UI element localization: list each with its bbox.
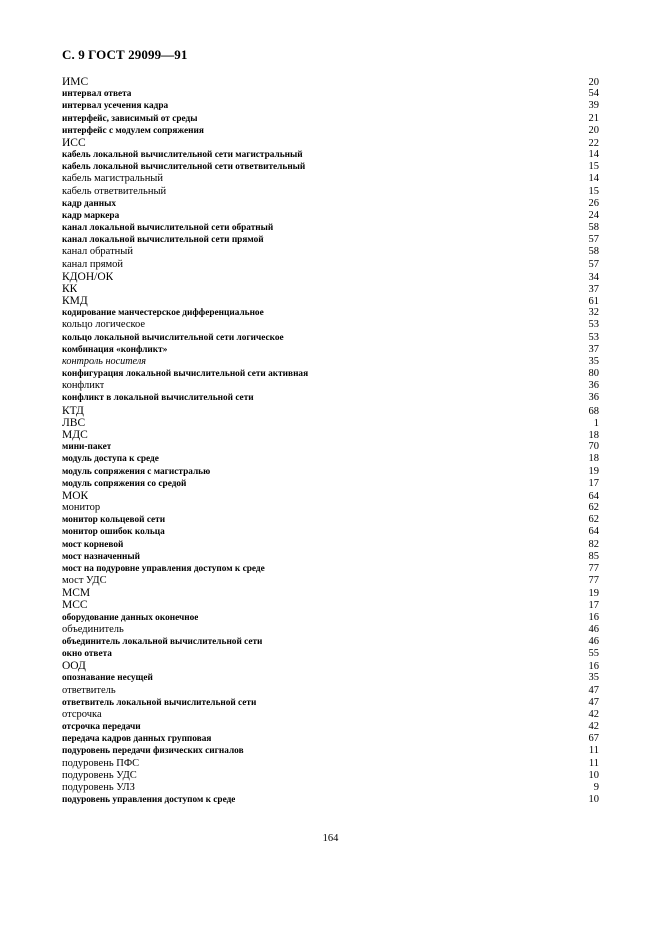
index-page-ref: 85 xyxy=(588,550,599,562)
page-header: С. 9 ГОСТ 29099—91 xyxy=(62,47,188,62)
index-page-ref: 61 xyxy=(588,296,599,308)
index-entry xyxy=(62,125,599,137)
index-entry xyxy=(62,186,599,198)
index-term: подуровень УЛЗ xyxy=(62,781,135,793)
index-entry xyxy=(62,648,599,660)
index-page-ref: 62 xyxy=(588,514,599,526)
index-entry xyxy=(62,161,599,173)
index-term: КМД xyxy=(62,295,88,308)
index-term: ЛВС xyxy=(62,416,86,429)
index-page-ref: 14 xyxy=(588,173,599,185)
index-page-ref: 19 xyxy=(588,588,599,600)
index-term: ответвитель xyxy=(62,684,116,696)
index-entry xyxy=(62,429,599,441)
index-entry xyxy=(62,246,599,258)
index-term: конфигурация локальной вычислительной сети активная xyxy=(62,369,309,380)
index-term: опознавание несущей xyxy=(62,673,153,684)
index-page-ref: 39 xyxy=(588,100,599,112)
index-entry xyxy=(62,88,599,100)
index-entry xyxy=(62,356,599,368)
index-entry xyxy=(62,76,599,88)
index-page-ref: 64 xyxy=(588,490,599,502)
index-term: КК xyxy=(62,282,78,295)
index-entry xyxy=(62,709,599,721)
index-entry xyxy=(62,563,599,575)
index-entry xyxy=(62,697,599,709)
index-term: монитор ошибок кольца xyxy=(62,527,165,538)
index-term: МОК xyxy=(62,489,89,502)
index-page-ref: 21 xyxy=(588,112,599,124)
index-entry xyxy=(62,782,599,794)
index-entry xyxy=(62,392,599,404)
index-term: конфликт xyxy=(62,380,105,392)
index-term: окно ответа xyxy=(62,649,112,660)
index-entry xyxy=(62,758,599,770)
index-entry xyxy=(62,551,599,563)
index-page-ref: 11 xyxy=(588,757,599,769)
index-term: КДОН/ОК xyxy=(62,270,114,283)
index-term: контроль носителя xyxy=(62,355,147,367)
index-entry xyxy=(62,222,599,234)
index-term: модуль сопряжения с магистралью xyxy=(62,466,211,477)
index-entry xyxy=(62,624,599,636)
index-page-ref: 62 xyxy=(588,502,599,514)
index-term: интерфейс с модулем сопряжения xyxy=(62,125,204,136)
index-page-ref: 14 xyxy=(588,149,599,161)
index-page-ref: 42 xyxy=(588,708,599,720)
index-page-ref: 77 xyxy=(588,575,599,587)
index-entry xyxy=(62,210,599,222)
index-entry xyxy=(62,234,599,246)
index-entry xyxy=(62,745,599,757)
index-term: монитор xyxy=(62,502,101,514)
index-page-ref: 18 xyxy=(588,429,599,441)
index-term: кабель локальной вычислительной сети ответвительный xyxy=(62,162,306,173)
index-page-ref: 36 xyxy=(588,380,599,392)
index-page-ref: 15 xyxy=(588,185,599,197)
index-term: подуровень ПФС xyxy=(62,757,140,769)
index-page-ref: 24 xyxy=(588,209,599,221)
index-entry xyxy=(62,599,599,611)
index-entry xyxy=(62,319,599,331)
index-entry xyxy=(62,685,599,697)
index-page-ref: 46 xyxy=(588,623,599,635)
index-entry xyxy=(62,283,599,295)
index-term: кабель магистральный xyxy=(62,173,163,185)
index-page-ref: 17 xyxy=(588,600,599,612)
index-term: кабель локальной вычислительной сети магистральный xyxy=(62,150,303,161)
index-term: мини-пакет xyxy=(62,442,112,453)
index-term: МДС xyxy=(62,428,88,441)
index-term: мост УДС xyxy=(62,575,107,587)
index-term: ИСС xyxy=(62,136,86,149)
index-page-ref: 54 xyxy=(588,88,599,100)
index-entry xyxy=(62,526,599,538)
index-term: кадр данных xyxy=(62,198,117,209)
index-term: ООД xyxy=(62,660,86,673)
index-page-ref: 35 xyxy=(588,672,599,684)
index-entry xyxy=(62,770,599,782)
page-number: 164 xyxy=(322,833,339,844)
index-term: канал локальной вычислительной сети обратный xyxy=(62,223,274,234)
index-term: монитор кольцевой сети xyxy=(62,515,166,526)
index-term: МСС xyxy=(62,599,88,612)
index-term: кольцо логическое xyxy=(62,319,146,331)
index-term: МСМ xyxy=(62,587,91,600)
index-term: конфликт в локальной вычислительной сети xyxy=(62,393,254,404)
index-page-ref: 58 xyxy=(588,246,599,258)
index-entry xyxy=(62,380,599,392)
index-entry xyxy=(62,478,599,490)
index-page-ref: 47 xyxy=(588,696,599,708)
index-page-ref: 19 xyxy=(588,465,599,477)
index-page-ref: 68 xyxy=(588,405,599,417)
index-entry xyxy=(62,672,599,684)
index-entry xyxy=(62,368,599,380)
index-term: модуль доступа к среде xyxy=(62,454,159,465)
index-term: КТД xyxy=(62,404,84,417)
index-entry xyxy=(62,539,599,551)
index-page-ref: 53 xyxy=(588,331,599,343)
index-page-ref: 16 xyxy=(588,661,599,673)
index-term: канал прямой xyxy=(62,258,124,270)
index-term: модуль сопряжения со средой xyxy=(62,478,187,489)
index-entry xyxy=(62,453,599,465)
index-page-ref: 22 xyxy=(588,137,599,149)
index-entry xyxy=(62,405,599,417)
index-entry xyxy=(62,113,599,125)
index-term: мост на подуровне управления доступом к среде xyxy=(62,563,265,574)
index-entry xyxy=(62,575,599,587)
index-page-ref: 77 xyxy=(588,562,599,574)
index-page-ref: 20 xyxy=(588,124,599,136)
index-term: подуровень управления доступом к среде xyxy=(62,795,236,806)
index-page-ref: 55 xyxy=(588,648,599,660)
index-term: интервал ответа xyxy=(62,89,132,100)
index-page-ref: 10 xyxy=(588,794,599,806)
index-entry xyxy=(62,137,599,149)
index-page-ref: 37 xyxy=(588,283,599,295)
index-term: отсрочка передачи xyxy=(62,722,141,733)
index-term: ответвитель локальной вычислительной сети xyxy=(62,697,257,708)
index-page-ref: 20 xyxy=(588,77,599,88)
index-entry xyxy=(62,587,599,599)
index-term: интерфейс, зависимый от среды xyxy=(62,113,198,124)
index-term: объединитель xyxy=(62,623,124,635)
index-page-ref: 16 xyxy=(588,611,599,623)
index-entry xyxy=(62,612,599,624)
index-page-ref: 37 xyxy=(588,343,599,355)
index-entry xyxy=(62,441,599,453)
index-term: канал локальной вычислительной сети прямой xyxy=(62,235,264,246)
index-page-ref: 53 xyxy=(588,319,599,331)
index-page-ref: 10 xyxy=(588,769,599,781)
index-page-ref: 11 xyxy=(588,745,599,757)
index-entry xyxy=(62,259,599,271)
index-page-ref: 70 xyxy=(588,441,599,453)
index-entry xyxy=(62,490,599,502)
index-term: кадр маркера xyxy=(62,210,120,221)
index-entry xyxy=(62,466,599,478)
index-page-ref: 17 xyxy=(588,477,599,489)
index-entry xyxy=(62,198,599,210)
index-term: интервал усечения кадра xyxy=(62,101,169,112)
index-page-ref: 46 xyxy=(588,635,599,647)
index-page-ref: 57 xyxy=(588,258,599,270)
index-page-ref: 26 xyxy=(588,197,599,209)
index-page-ref: 36 xyxy=(588,392,599,404)
index-term: оборудование данных оконечное xyxy=(62,612,199,623)
index-page-ref: 18 xyxy=(588,453,599,465)
index-entry xyxy=(62,721,599,733)
index-page-ref: 57 xyxy=(588,234,599,246)
index-page-ref: 47 xyxy=(588,684,599,696)
index-entry xyxy=(62,307,599,319)
index-term: подуровень передачи физических сигналов xyxy=(62,746,244,757)
index-page-ref: 67 xyxy=(588,733,599,745)
index-term: комбинация «конфликт» xyxy=(62,344,168,355)
index-term: кабель ответвительный xyxy=(62,185,167,197)
index-term: объединитель локальной вычислительной сети xyxy=(62,636,263,647)
index-entry xyxy=(62,173,599,185)
index-entry xyxy=(62,502,599,514)
index-term: мост корневой xyxy=(62,539,124,550)
index-page-ref: 80 xyxy=(588,368,599,380)
index-entry xyxy=(62,794,599,806)
index-list xyxy=(62,76,599,806)
index-entry xyxy=(62,636,599,648)
index-page-ref: 35 xyxy=(588,355,599,367)
index-entry xyxy=(62,100,599,112)
index-entry xyxy=(62,417,599,429)
index-entry xyxy=(62,344,599,356)
index-page-ref: 32 xyxy=(588,307,599,319)
index-page-ref: 82 xyxy=(588,538,599,550)
index-term: канал обратный xyxy=(62,246,133,258)
index-page-ref: 42 xyxy=(588,721,599,733)
index-term: передача кадров данных групповая xyxy=(62,734,212,745)
index-page-ref: 58 xyxy=(588,222,599,234)
index-term: отсрочка xyxy=(62,708,102,720)
index-entry xyxy=(62,514,599,526)
index-page-ref: 9 xyxy=(593,781,599,793)
index-page-ref: 34 xyxy=(588,271,599,283)
index-entry xyxy=(62,733,599,745)
index-entry xyxy=(62,295,599,307)
index-term: подуровень УДС xyxy=(62,769,137,781)
index-entry xyxy=(62,271,599,283)
index-page-ref: 15 xyxy=(588,161,599,173)
index-term: кодирование манчестерское дифференциальное xyxy=(62,308,264,319)
index-term: мост назначенный xyxy=(62,551,140,562)
index-entry xyxy=(62,332,599,344)
index-entry xyxy=(62,660,599,672)
index-page-ref: 64 xyxy=(588,526,599,538)
index-term: ИМС xyxy=(62,76,89,88)
index-page-ref: 1 xyxy=(593,417,599,429)
index-term: кольцо локальной вычислительной сети логическое xyxy=(62,332,284,343)
index-entry xyxy=(62,149,599,161)
